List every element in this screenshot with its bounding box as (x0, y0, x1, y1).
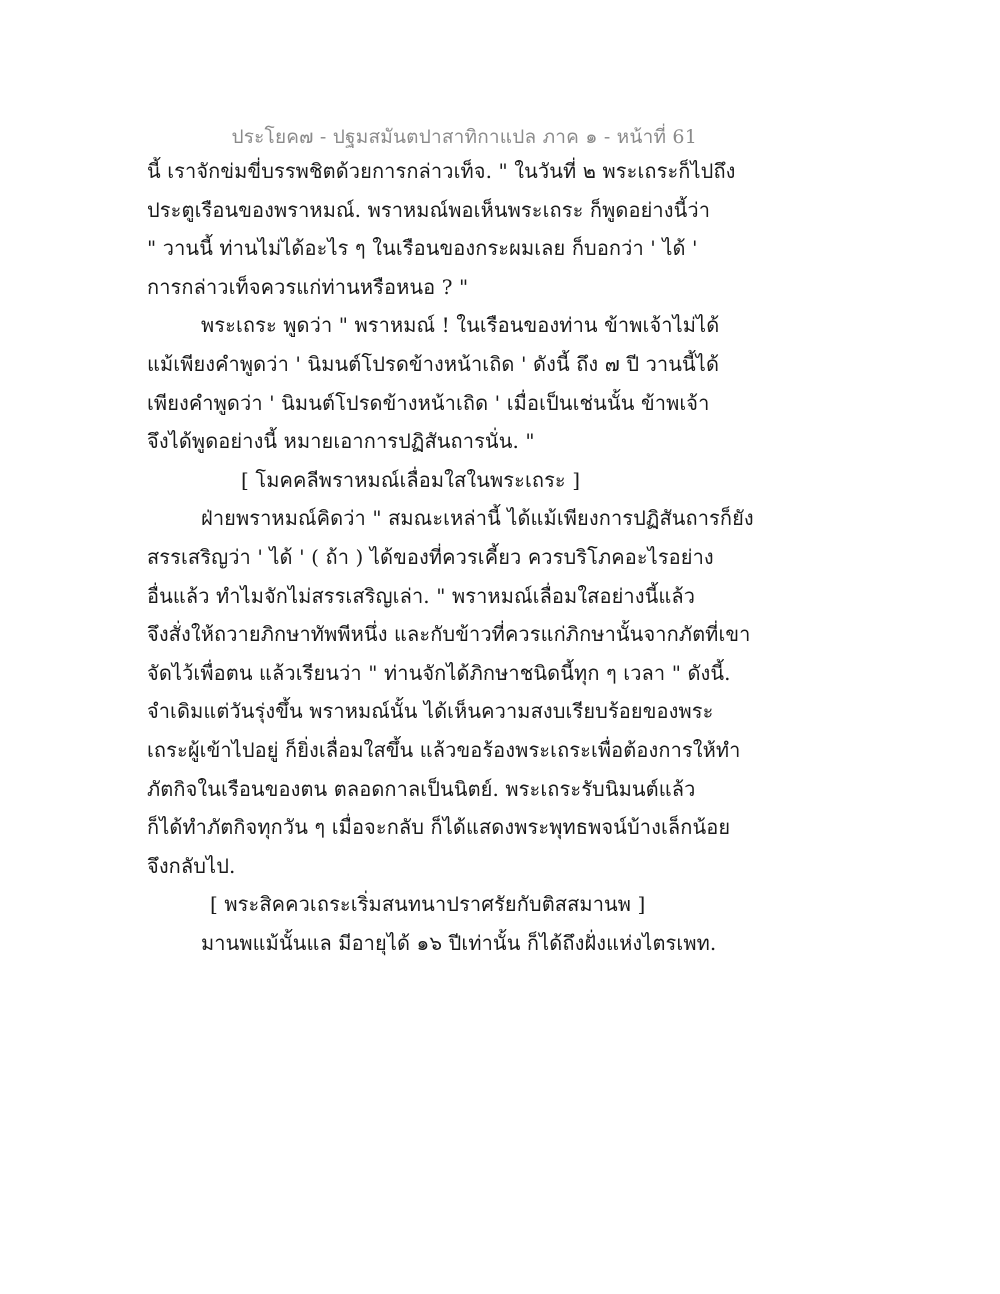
paragraph-start-line: ฝ่ายพราหมณ์คิดว่า " สมณะเหล่านี้ ได้แม้เพียงการปฏิสันถารก็ยัง (201, 506, 754, 531)
text-line: ก็ได้ทำภัตกิจทุกวัน ๆ เมื่อจะกลับ ก็ได้แสดงพระพุทธพจน์บ้างเล็กน้อย (147, 815, 731, 840)
text-line: อื่นแล้ว ทำไมจักไม่สรรเสริญเล่า. " พราหมณ์เลื่อมใสอย่างนี้แล้ว (147, 583, 696, 608)
text-line: การกล่าวเท็จควรแก่ท่านหรือหนอ ? " (147, 274, 469, 299)
section-heading: [ พระสิคควเถระเริ่มสนทนาปราศรัยกับติสสมานพ ] (210, 892, 646, 917)
text-line: " วานนี้ ท่านไม่ได้อะไร ๆ ในเรือนของกระผมเลย ก็บอกว่า ' ได้ ' (147, 236, 698, 261)
text-line: เพียงคำพูดว่า ' นิมนต์โปรดข้างหน้าเถิด ' เมื่อเป็นเช่นนั้น ข้าพเจ้า (147, 390, 710, 415)
page-header: ประโยค๗ - ปฐมสมันตปาสาทิกาแปล ภาค ๑ - หน้าที่ 61 (231, 126, 697, 148)
text-line: แม้เพียงคำพูดว่า ' นิมนต์โปรดข้างหน้าเถิด ' ดังนี้ ถึง ๗ ปี วานนี้ได้ (147, 351, 720, 376)
text-line: จึงสั่งให้ถวายภิกษาทัพพีหนึ่ง และกับข้าวที่ควรแก่ภิกษานั้นจากภัตที่เขา (147, 622, 751, 647)
text-line: ประตูเรือนของพราหมณ์. พราหมณ์พอเห็นพระเถระ ก็พูดอย่างนี้ว่า (147, 197, 711, 222)
text-line: จัดไว้เพื่อตน แล้วเรียนว่า " ท่านจักได้ภิกษาชนิดนี้ทุก ๆ เวลา " ดังนี้. (147, 660, 731, 685)
paragraph-start-line: มานพแม้นั้นแล มีอายุได้ ๑๖ ปีเท่านั้น ก็ได้ถึงฝั่งแห่งไตรเพท. (201, 930, 717, 955)
paragraph-start-line: พระเถระ พูดว่า " พราหมณ์ ! ในเรือนของท่าน ข้าพเจ้าไม่ได้ (201, 313, 720, 338)
text-line: จำเดิมแต่วันรุ่งขึ้น พราหมณ์นั้น ได้เห็นความสงบเรียบร้อยของพระ (147, 699, 714, 724)
text-line: สรรเสริญว่า ' ได้ ' ( ถ้า ) ได้ของที่ควรเคี้ยว ควรบริโภคอะไรอย่าง (147, 544, 714, 569)
text-line: จึงกลับไป. (147, 853, 236, 878)
text-line: จึงได้พูดอย่างนี้ หมายเอาการปฏิสันถารนั่น. " (147, 429, 535, 454)
body-text (147, 152, 867, 962)
section-heading: [ โมคคลีพราหมณ์เลื่อมใสในพระเถระ ] (241, 467, 581, 492)
text-line: เถระผู้เข้าไปอยู่ ก็ยิ่งเลื่อมใสขึ้น แล้วขอร้องพระเถระเพื่อต้องการให้ทำ (147, 737, 741, 762)
text-line: นี้ เราจักข่มขี่บรรพชิตด้วยการกล่าวเท็จ. " ในวันที่ ๒ พระเถระก็ไปถึง (147, 159, 736, 183)
text-line: ภัตกิจในเรือนของตน ตลอดกาลเป็นนิตย์. พระเถระรับนิมนต์แล้ว (147, 776, 696, 801)
